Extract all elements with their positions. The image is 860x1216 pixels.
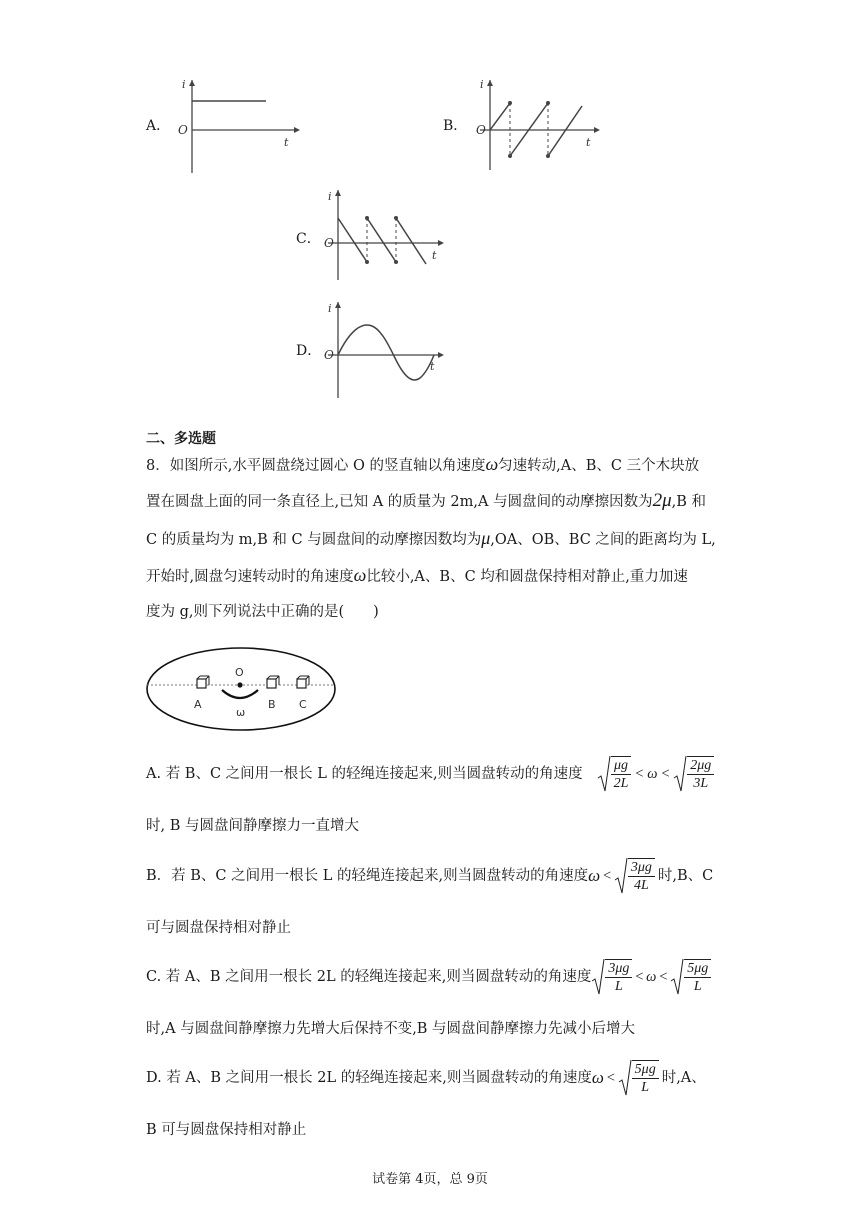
graph-d xyxy=(320,300,450,400)
choice-c-sqrt-2: $\frac{5\mu g}{L}$ xyxy=(670,957,711,997)
choice-d-line-2: B 可与圆盘保持相对静止 xyxy=(146,1122,307,1138)
choice-b-line-1[interactable]: B．若 B、C 之间用一根长 L 的轻绳连接起来,则当圆盘转动的角速度 ω < $\frac{3\mu g}{4L}$ 时,B、C xyxy=(146,856,713,896)
choice-a-line-1[interactable]: A. 若 B、C 之间用一根长 L 的轻绳连接起来,则当圆盘转动的角速度 $\frac{\mu g}{2L}$ < ω < $\frac{2\mu g}{3L}$ xyxy=(146,754,714,794)
disk-label-b: B xyxy=(268,698,276,711)
graph-b-y-label: i xyxy=(480,78,484,91)
choice-c-line-2: 时,A 与圆盘间静摩擦力先增大后保持不变,B 与圆盘间静摩擦力先减小后增大 xyxy=(146,1021,636,1037)
disk-label-a: A xyxy=(194,698,202,711)
graph-a-x-label: t xyxy=(284,136,289,149)
graph-c xyxy=(320,188,450,283)
block-b xyxy=(267,676,279,688)
option-d-label: D． xyxy=(296,343,322,359)
choice-a-sqrt-2: $\frac{2\mu g}{3L}$ xyxy=(673,754,714,794)
graph-b-x-label: t xyxy=(586,136,591,149)
question-line-4: 开始时,圆盘匀速转动时的角速度ω比较小,A、B、C 均和圆盘保持相对静止,重力加速 xyxy=(146,565,688,585)
choice-c-line-1[interactable]: C. 若 A、B 之间用一根长 2L 的轻绳连接起来,则当圆盘转动的角速度 $\frac{3\mu g}{L}$ < ω < $\frac{5\mu g}{L}$ xyxy=(146,957,711,997)
graph-d-y-label: i xyxy=(328,302,332,315)
disk-center xyxy=(237,682,242,687)
choice-d-sqrt: $\frac{5\mu g}{L}$ xyxy=(618,1058,659,1098)
graph-a-origin: O xyxy=(178,123,188,137)
question-line-1: 8．如图所示,水平圆盘绕过圆心 O 的竖直轴以角速度ω匀速转动,A、B、C 三个木块放 xyxy=(146,454,700,474)
choice-b-line-2: 可与圆盘保持相对静止 xyxy=(146,920,291,936)
option-a-label: A． xyxy=(146,118,171,134)
question-line-5: 度为 g,则下列说法中正确的是( ) xyxy=(146,604,379,620)
page-footer: 试卷第 4页，总 9页 xyxy=(372,1172,488,1187)
graph-d-origin: O xyxy=(324,348,334,362)
graph-d-x-label: t xyxy=(430,360,435,373)
choice-a-sqrt-1: $\frac{\mu g}{2L}$ xyxy=(597,754,632,794)
graph-c-y-label: i xyxy=(328,190,332,203)
question-line-3: C 的质量均为 m,B 和 C 与圆盘间的动摩擦因数均为μ,OA、OB、BC 之间的距离均为 L, xyxy=(146,528,716,548)
graph-b-origin: O xyxy=(476,123,486,137)
graph-a xyxy=(170,78,300,173)
block-a xyxy=(197,676,209,688)
disk-label-c: C xyxy=(299,698,307,711)
choice-d-line-1[interactable]: D. 若 A、B 之间用一根长 2L 的轻绳连接起来,则当圆盘转动的角速度 ω < $\frac{5\mu g}{L}$ 时,A、 xyxy=(146,1058,706,1098)
option-b-label: B． xyxy=(443,118,468,134)
graph-d-sine-curve xyxy=(338,325,434,380)
disk-label-omega: ω xyxy=(236,706,246,719)
section-title: 二、多选题 xyxy=(146,431,216,447)
block-c xyxy=(297,676,309,688)
disk-figure xyxy=(144,646,338,734)
choice-c-sqrt-1: $\frac{3\mu g}{L}$ xyxy=(591,957,632,997)
graph-c-origin: O xyxy=(324,236,334,250)
choice-a-line-2: 时, B 与圆盘间静摩擦力一直增大 xyxy=(146,818,359,834)
graph-c-x-label: t xyxy=(432,249,437,262)
option-c-label: C． xyxy=(296,231,321,247)
rotation-arc xyxy=(222,690,258,698)
graph-b xyxy=(470,78,600,173)
graph-a-y-label: i xyxy=(182,78,186,91)
disk-label-o: O xyxy=(235,666,244,679)
choice-b-sqrt: $\frac{3\mu g}{4L}$ xyxy=(614,856,655,896)
question-line-2: 置在圆盘上面的同一条直径上,已知 A 的质量为 2m,A 与圆盘间的动摩擦因数为2μ,B 和 xyxy=(146,490,706,511)
